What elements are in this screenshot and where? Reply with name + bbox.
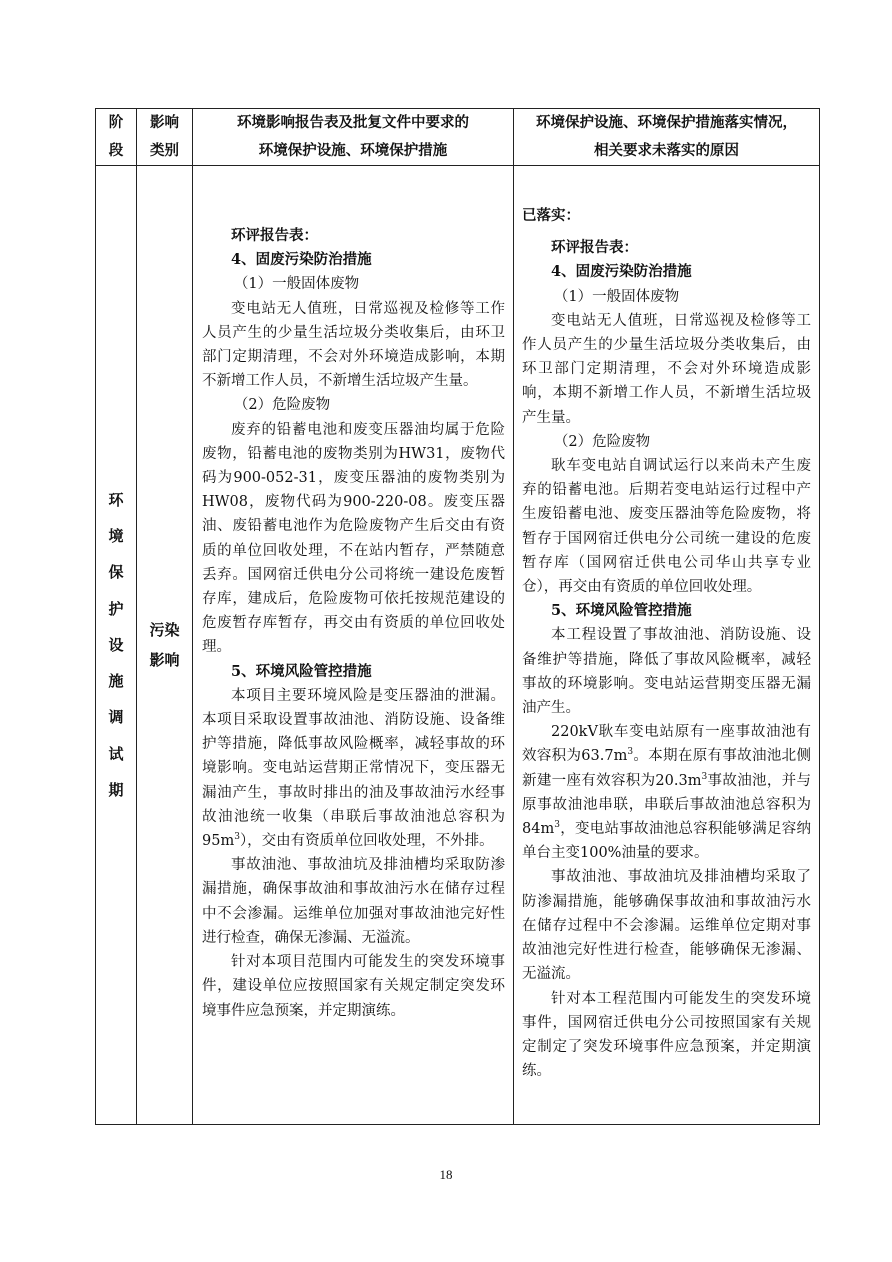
impl-text: 。本期在原有事故油池北侧新建一座有效容积为20.3m bbox=[522, 748, 811, 789]
req-section-heading: 5、环境风险管控措施 bbox=[231, 662, 372, 680]
header-stage-line1: 阶 bbox=[108, 114, 124, 131]
impl-text: 220kV耿车变电站原有一座事故油池有效容积为63.7m bbox=[522, 724, 811, 765]
measures-table bbox=[95, 108, 820, 1125]
impl-status: 已落实： bbox=[522, 207, 580, 224]
impl-subheading: （1）一般固体废物 bbox=[553, 288, 680, 305]
header-req-line1: 环境影响报告表及批复文件中要求的 bbox=[237, 114, 469, 131]
req-paragraph: 废弃的铅蓄电池和废变压器油均属于危险废物，铅蓄电池的废物类别为HW31，废物代码为900-052-31，废变压器油的废物类别为HW08，废物代码为900-220-08。废变压器油、废铅蓄电池作为危险废物产生后交由有资质的单位回收处理，不在站内暂存，严禁随意丢弃。国网宿迁供电分公司将统一建设危废暂存库，建成后，危险废物可依托按规范建设的危废暂存库暂存，再交由有资质的单位回收处理。 bbox=[202, 421, 505, 656]
impl-text: 事故油池，并与原事故油池串联，串联后事故油池总容积为84m bbox=[522, 772, 812, 838]
impl-section-heading: 5、环境风险管控措施 bbox=[551, 602, 692, 620]
header-impact-type bbox=[137, 109, 193, 166]
table-body-row bbox=[96, 166, 820, 1125]
implementation-cell bbox=[514, 166, 820, 1125]
stage-char: 设 bbox=[108, 635, 124, 654]
superscript: 3 bbox=[554, 820, 560, 831]
header-impl-line1: 环境保护设施、环境保护措施落实情况， bbox=[536, 114, 797, 131]
header-impl-line2: 相关要求未落实的原因 bbox=[594, 142, 739, 159]
impl-section-heading: 4、固废污染防治措施 bbox=[551, 263, 692, 281]
req-paragraph: 变电站无人值班，日常巡视及检修等工作人员产生的少量生活垃圾分类收集后，由环卫部门定期清理，不会对外环境造成影响，本期不新增工作人员，不新增生活垃圾产生量。 bbox=[202, 300, 505, 390]
req-subheading: （2）危险废物 bbox=[233, 397, 331, 414]
header-stage-line2: 段 bbox=[108, 142, 124, 159]
stage-cell bbox=[96, 166, 137, 1125]
superscript: 3 bbox=[234, 832, 240, 843]
page-number: 18 bbox=[439, 1167, 453, 1182]
stage-char: 护 bbox=[108, 599, 124, 618]
req-paragraph: 针对本项目范围内可能发生的突发环境事件，建设单位应按照国家有关规定制定突发环境事件应急预案，并定期演练。 bbox=[202, 954, 505, 1019]
impl-paragraph: 事故油池、事故油坑及排油槽均采取了防渗漏措施，能够确保事故油和事故油污水在储存过程中不会渗漏。运维单位定期对事故油池完好性进行检查，能够确保无渗漏、无溢流。 bbox=[522, 869, 811, 983]
impl-paragraph: 变电站无人值班，日常巡视及检修等工作人员产生的少量生活垃圾分类收集后，由环卫部门定期清理，不会对外环境造成影响，本期不新增工作人员，不新增生活垃圾产生量。 bbox=[522, 312, 811, 426]
stage-char: 试 bbox=[108, 744, 124, 763]
table-header-row bbox=[96, 109, 820, 166]
header-impact-line2: 类别 bbox=[150, 142, 179, 159]
requirements-cell bbox=[193, 166, 514, 1125]
impact-line2: 影响 bbox=[149, 651, 180, 669]
req-paragraph: 事故油池、事故油坑及排油槽均采取防渗漏措施，确保事故油和事故油污水在储存过程中不会渗漏。运维单位加强对事故油池完好性进行检查，确保无渗漏、无溢流。 bbox=[202, 857, 505, 946]
header-requirements bbox=[193, 109, 514, 166]
impl-subheading: （2）危险废物 bbox=[553, 433, 651, 450]
req-paragraph bbox=[202, 684, 505, 853]
impl-text: ，变电站事故油池总容积能够满足容纳单台主变100%油量的要求。 bbox=[522, 821, 811, 862]
stage-char: 保 bbox=[108, 563, 124, 582]
impl-paragraph bbox=[522, 720, 811, 865]
superscript: 3 bbox=[701, 771, 708, 782]
req-subheading: （1）一般固体废物 bbox=[233, 276, 360, 293]
req-text: 本项目主要环境风险是变压器油的泄漏。本项目采取设置事故油池、消防设施、设备维护等措施，降低事故风险概率，减轻事故的环境影响。变电站运营期正常情况下，变压器无漏油产生，事故时排出的油及事故油污水经事故油池统一收集（串联后事故油池总容积为95m bbox=[202, 687, 505, 850]
stage-char: 环 bbox=[108, 491, 124, 510]
stage-char: 期 bbox=[108, 780, 124, 799]
header-impact-line1: 影响 bbox=[150, 114, 179, 131]
stage-char: 境 bbox=[108, 527, 124, 546]
header-implementation bbox=[514, 109, 820, 166]
impl-paragraph: 针对本工程范围内可能发生的突发环境事件，国网宿迁供电分公司按照国家有关规定制定了突发环境事件应急预案，并定期演练。 bbox=[522, 990, 811, 1080]
req-text: ），交由有资质单位回收处理，不外排。 bbox=[239, 833, 494, 850]
header-stage bbox=[96, 109, 137, 166]
stage-char: 调 bbox=[108, 708, 124, 727]
impl-heading: 环评报告表： bbox=[551, 239, 638, 257]
impact-line1: 污染 bbox=[149, 621, 180, 639]
req-section-heading: 4、固废污染防治措施 bbox=[231, 251, 372, 269]
impact-type-cell bbox=[137, 166, 193, 1125]
impl-paragraph: 耿车变电站自调试运行以来尚未产生废弃的铅蓄电池。后期若变电站运行过程中产生废铅蓄电池、废变压器油等危险废物，将暂存于国网宿迁供电分公司统一建设的危废暂存库（国网宿迁供电公司华山共享专业仓），再交由有资质的单位回收处理。 bbox=[522, 458, 811, 596]
stage-char: 施 bbox=[108, 672, 124, 691]
req-heading: 环评报告表： bbox=[231, 227, 318, 244]
impl-paragraph: 本工程设置了事故油池、消防设施、设备维护等措施，降低了事故风险概率，减轻事故的环境影响。变电站运营期变压器无漏油产生。 bbox=[522, 627, 811, 717]
superscript: 3 bbox=[627, 747, 634, 758]
header-req-line2: 环境保护设施、环境保护措施 bbox=[258, 142, 448, 159]
